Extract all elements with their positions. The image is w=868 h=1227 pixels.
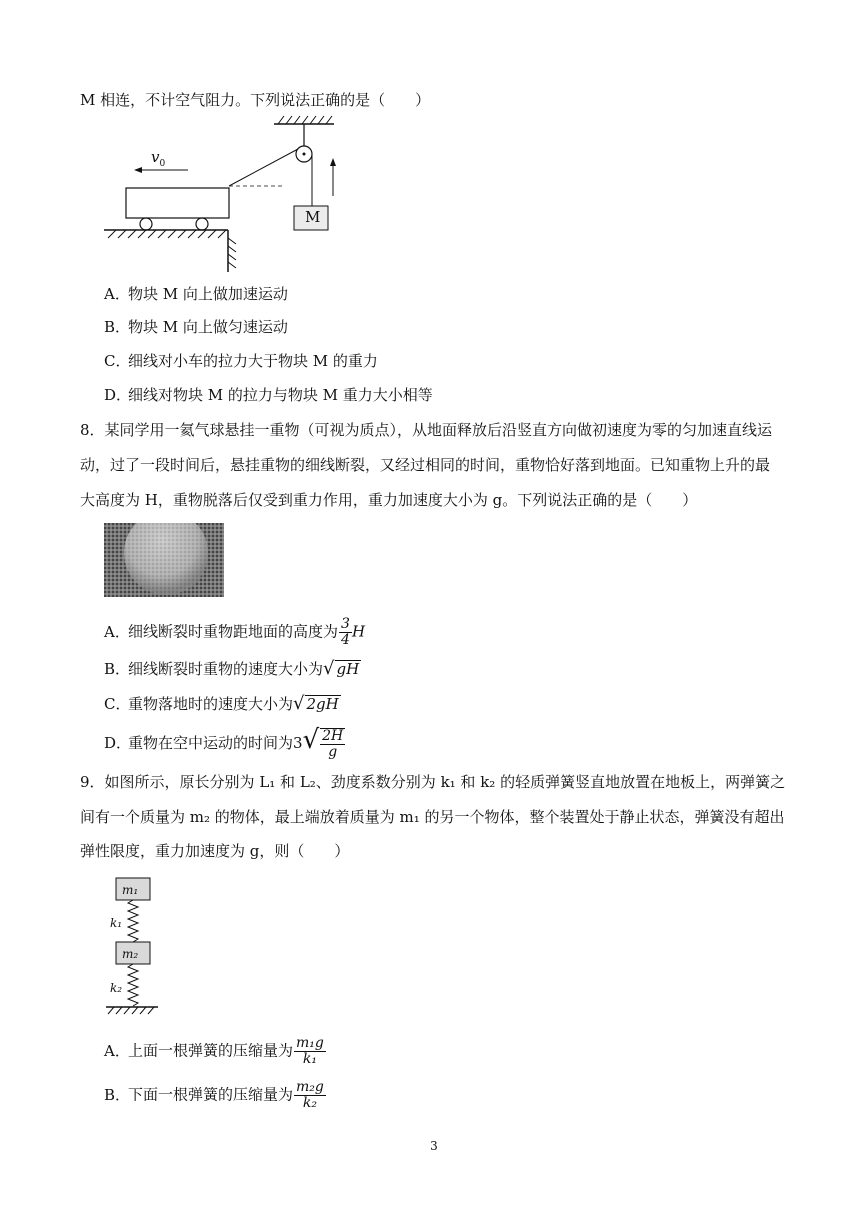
q8-stem-line-2: 动，过了一段时间后，悬挂重物的细线断裂，又经过相同的时间，重物恰好落到地面。已知重物上升的最 xyxy=(80,456,771,474)
q9-stem-line-2: 间有一个质量为 m₂ 的物体，最上端放着质量为 m₁ 的另一个物体，整个装置处于静止状态，弹簧没有超出 xyxy=(80,808,785,826)
q7-stem-tail: M 相连，不计空气阻力。下列说法正确的是（ ） xyxy=(80,91,431,109)
q8-option-b: B．细线断裂时重物的速度大小为√ gH xyxy=(104,658,360,679)
q7-cart-pulley-figure xyxy=(96,112,356,274)
k1-label: k₁ xyxy=(110,916,123,930)
q7-option-a: A．物块 M 向上做加速运动 xyxy=(104,285,288,303)
m2-label: m₂ xyxy=(122,947,139,961)
q9-option-b: B．下面一根弹簧的压缩量为 $\frac{\text{m₂g}}{\text{k₂}}$ xyxy=(104,1079,324,1111)
block-m-label: M xyxy=(305,208,321,226)
q7-option-c: C．细线对小车的拉力大于物块 M 的重力 xyxy=(104,352,378,370)
q9-option-a: A．上面一根弹簧的压缩量为 $\frac{\text{m₁g}}{\text{k₁}}$ xyxy=(104,1035,324,1067)
balloon-photo xyxy=(104,523,224,597)
k2-label: k₂ xyxy=(110,981,123,995)
q8-option-c: C．重物落地时的速度大小为√ 2gH xyxy=(104,693,339,714)
q8-stem-line-1: 8．某同学用一氦气球悬挂一重物（可视为质点），从地面释放后沿竖直方向做初速度为零的匀加速直线运 xyxy=(80,421,773,439)
q8-option-d: D．重物在空中运动的时间为3√ $\frac{2H}{g}$ xyxy=(104,725,344,760)
velocity-label: $v_0$ xyxy=(151,148,166,169)
q9-stem-line-1: 9．如图所示，原长分别为 L₁ 和 L₂、劲度系数分别为 k₁ 和 k₂ 的轻质弹簧竖直地放置在地板上，两弹簧之 xyxy=(80,773,786,791)
m1-label: m₁ xyxy=(122,883,139,897)
q7-option-b: B．物块 M 向上做匀速运动 xyxy=(104,318,288,336)
q9-stem-line-3: 弹性限度，重力加速度为 g，则（ ） xyxy=(80,842,350,860)
q7-option-d: D．细线对物块 M 的拉力与物块 M 重力大小相等 xyxy=(104,386,433,404)
page-number: 3 xyxy=(430,1139,438,1153)
q8-option-a: A．细线断裂时重物距地面的高度为 $\frac{3}{4}$ H xyxy=(104,616,366,648)
q8-stem-line-3: 大高度为 H，重物脱落后仅受到重力作用，重力加速度大小为 g。下列说法正确的是（ ） xyxy=(80,491,698,509)
